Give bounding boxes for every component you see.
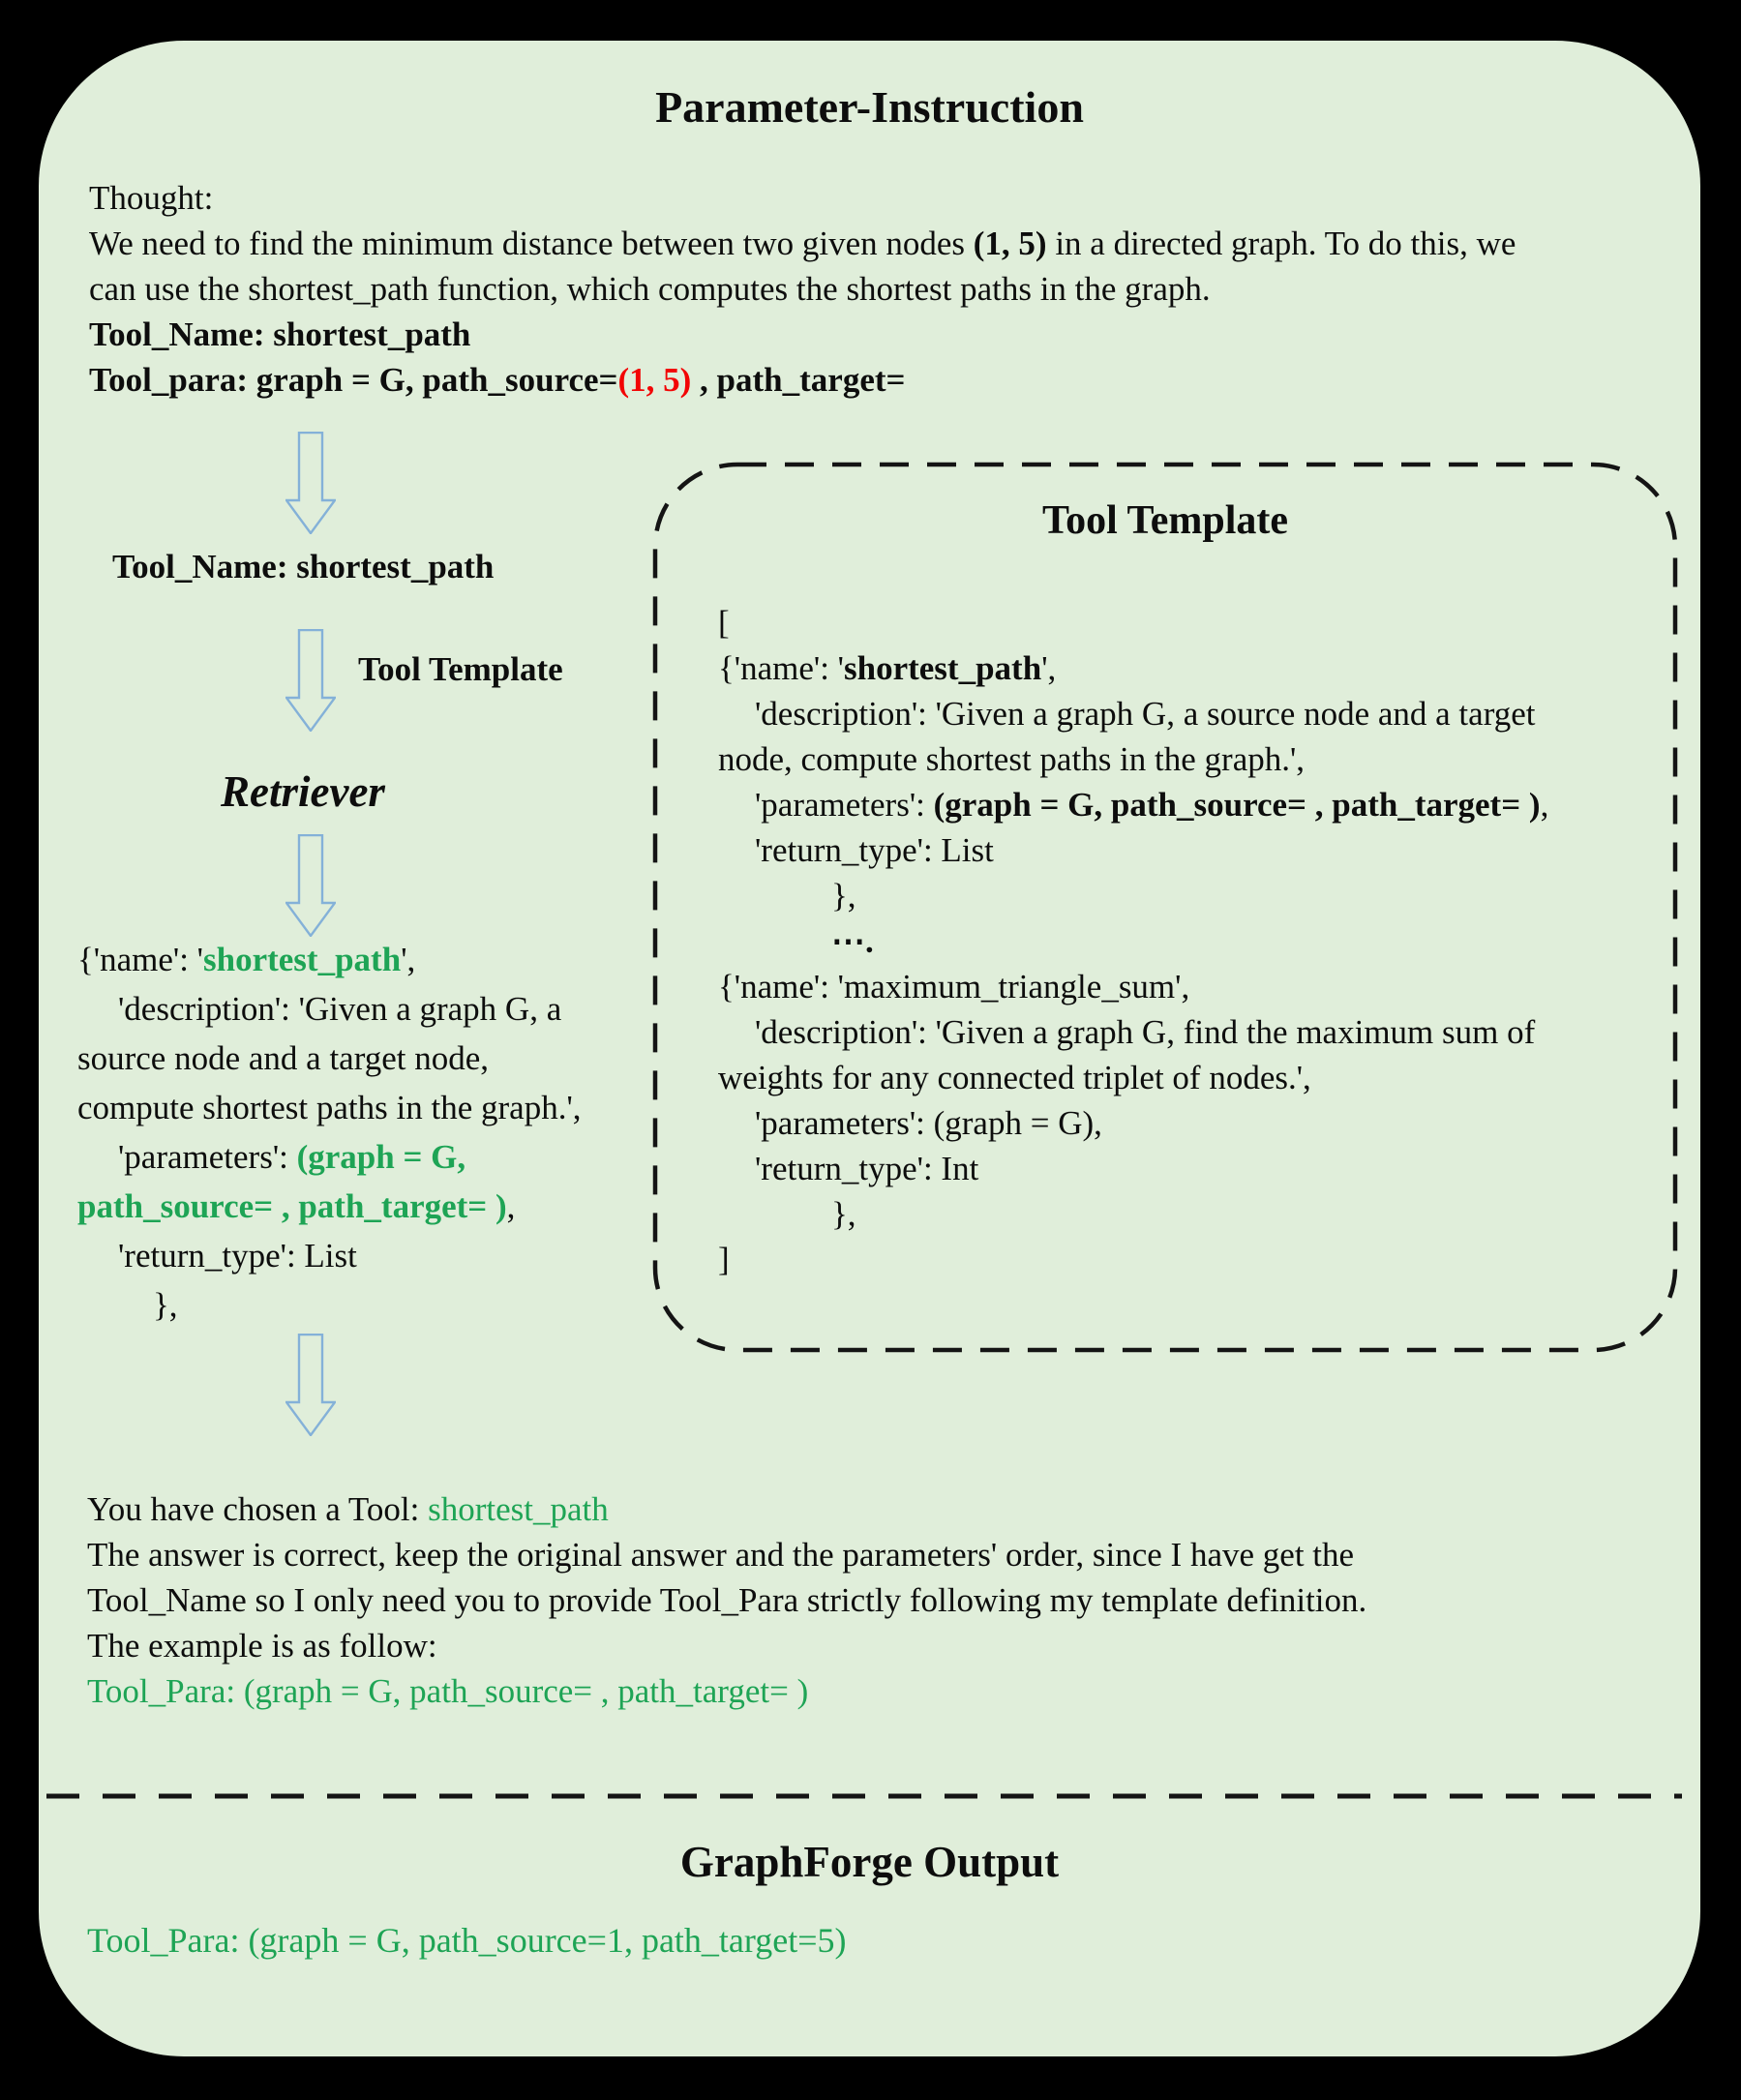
- chosen-line: The example is as follow:: [87, 1627, 437, 1665]
- code-line: },: [831, 1195, 856, 1233]
- code-line: 'parameters': (graph = G, path_source= , path_target= ),: [755, 786, 1549, 824]
- chosen-tool-name: shortest_path: [428, 1490, 609, 1528]
- code-line: {'name': 'maximum_triangle_sum',: [718, 968, 1190, 1005]
- down-arrow-icon: [285, 629, 336, 732]
- code-line: 'parameters': (graph = G),: [755, 1104, 1102, 1142]
- retriever-label: Retriever: [221, 767, 385, 816]
- code-line: ]: [718, 1241, 730, 1278]
- arrow-label-tool-template: Tool Template: [358, 650, 563, 688]
- down-arrow-icon: [285, 1334, 336, 1436]
- thought-line: We need to find the minimum distance between two given nodes (1, 5) in a directed graph. To do this, we: [89, 225, 1516, 262]
- tool-para-line: Tool_para: graph = G, path_source=(1, 5) , path_target=: [89, 361, 906, 399]
- tool-template-title: Tool Template: [1041, 498, 1288, 543]
- output-title: GraphForge Output: [679, 1838, 1060, 1886]
- tool-name-text: Tool_Name: shortest_path: [112, 548, 495, 585]
- chosen-line: You have chosen a Tool: shortest_path: [87, 1490, 609, 1528]
- code-line: 'description': 'Given a graph G, find the maximum sum of: [755, 1013, 1536, 1051]
- code-line: path_source= , path_target= ),: [77, 1187, 516, 1225]
- example-tool-para: Tool_Para: (graph = G, path_source= , path_target= ): [87, 1672, 809, 1710]
- down-arrow-icon: [285, 834, 336, 937]
- thought-line: can use the shortest_path function, which computes the shortest paths in the graph.: [89, 270, 1211, 308]
- thought-text: [89, 175, 1516, 403]
- tool-name-line: Tool_Name: shortest_path: [89, 315, 471, 353]
- down-arrow-icon: [285, 432, 336, 534]
- code-line: 'return_type': List: [118, 1237, 357, 1275]
- chosen-line: The answer is correct, keep the original answer and the parameters' order, since I have get the: [87, 1536, 1355, 1574]
- code-line: 'parameters': (graph = G,: [118, 1138, 466, 1176]
- retrieved-tool-code: [77, 935, 619, 1330]
- code-line: 'description': 'Given a graph G, a source node and a target: [755, 695, 1536, 733]
- code-line: 'return_type': List: [755, 831, 994, 869]
- code-line: {'name': 'shortest_path',: [718, 649, 1057, 687]
- page-title: Parameter-Instruction: [655, 82, 1084, 132]
- ellipsis-line: ⋯.: [831, 922, 874, 960]
- chosen-tool-text: [87, 1486, 1366, 1714]
- code-line: },: [153, 1286, 178, 1324]
- code-line: source node and a target node,: [77, 1039, 490, 1077]
- code-line: [: [718, 604, 730, 642]
- code-line: weights for any connected triplet of nodes.',: [718, 1059, 1311, 1096]
- tool-template-code: [718, 600, 1548, 1282]
- output-tool-para: Tool_Para: (graph = G, path_source=1, path_target=5): [87, 1921, 847, 1960]
- chosen-line: Tool_Name so I only need you to provide Tool_Para strictly following my template definition.: [87, 1581, 1367, 1619]
- code-line: },: [831, 877, 856, 915]
- code-line: {'name': 'shortest_path',: [77, 941, 416, 978]
- code-line: compute shortest paths in the graph.',: [77, 1089, 582, 1126]
- code-line: 'return_type': Int: [755, 1150, 979, 1187]
- code-line: 'description': 'Given a graph G, a: [118, 990, 562, 1028]
- section-divider: [46, 1791, 1682, 1801]
- code-line: node, compute shortest paths in the graph.',: [718, 740, 1306, 778]
- red-source-value: (1, 5): [617, 361, 692, 399]
- thought-label: Thought:: [89, 179, 214, 217]
